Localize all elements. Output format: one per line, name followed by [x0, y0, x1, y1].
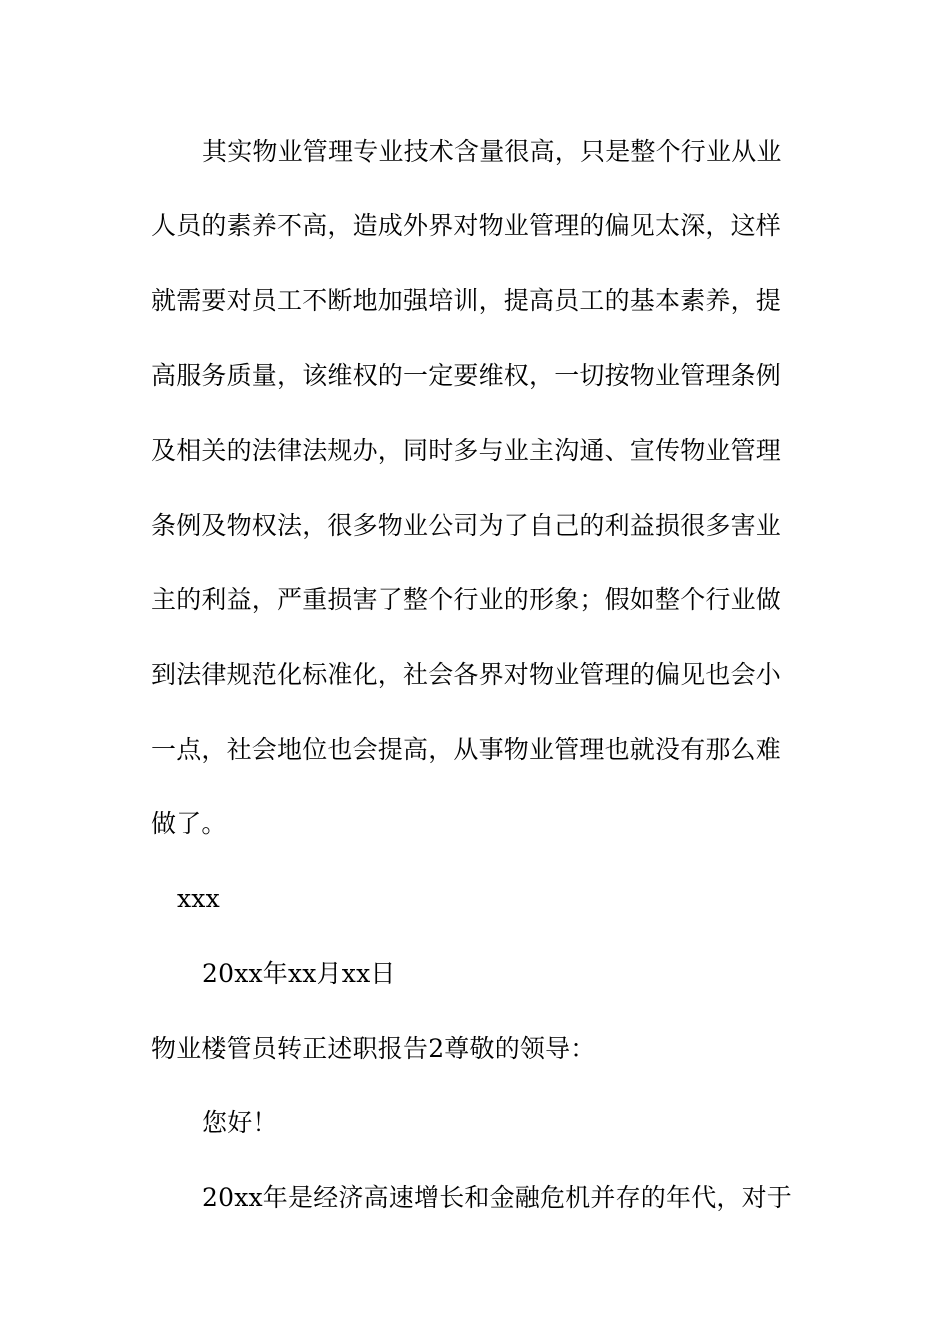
paragraph-line: 一点，社会地位也会提高，从事物业管理也就没有那么难: [151, 735, 782, 764]
paragraph-line: 条例及物权法，很多物业公司为了自己的利益损很多害业: [151, 511, 782, 540]
paragraph-line: 其实物业管理专业技术含量很高，只是整个行业从业: [202, 137, 782, 166]
paragraph-line: 到法律规范化标准化，社会各界对物业管理的偏见也会小: [151, 660, 782, 689]
greeting: 您好！: [202, 1108, 278, 1137]
paragraph-line: 人员的素养不高，造成外界对物业管理的偏见太深，这样: [151, 211, 782, 240]
paragraph-line: 做了。: [151, 809, 227, 838]
paragraph-line: 主的利益，严重损害了整个行业的形象；假如整个行业做: [151, 585, 782, 614]
paragraph-line: 就需要对员工不断地加强培训，提高员工的基本素养，提: [151, 286, 782, 315]
section-title: 物业楼管员转正述职报告2尊敬的领导：: [151, 1034, 596, 1063]
paragraph-line: 及相关的法律法规办，同时多与业主沟通、宣传物业管理: [151, 436, 782, 465]
paragraph-line: 20xx年是经济高速增长和金融危机并存的年代，对于: [202, 1183, 793, 1212]
signature-date: 20xx年xx月xx日: [202, 959, 396, 988]
paragraph-line: 高服务质量，该维权的一定要维权，一切按物业管理条例: [151, 361, 782, 390]
signature-name: xxx: [177, 884, 220, 913]
